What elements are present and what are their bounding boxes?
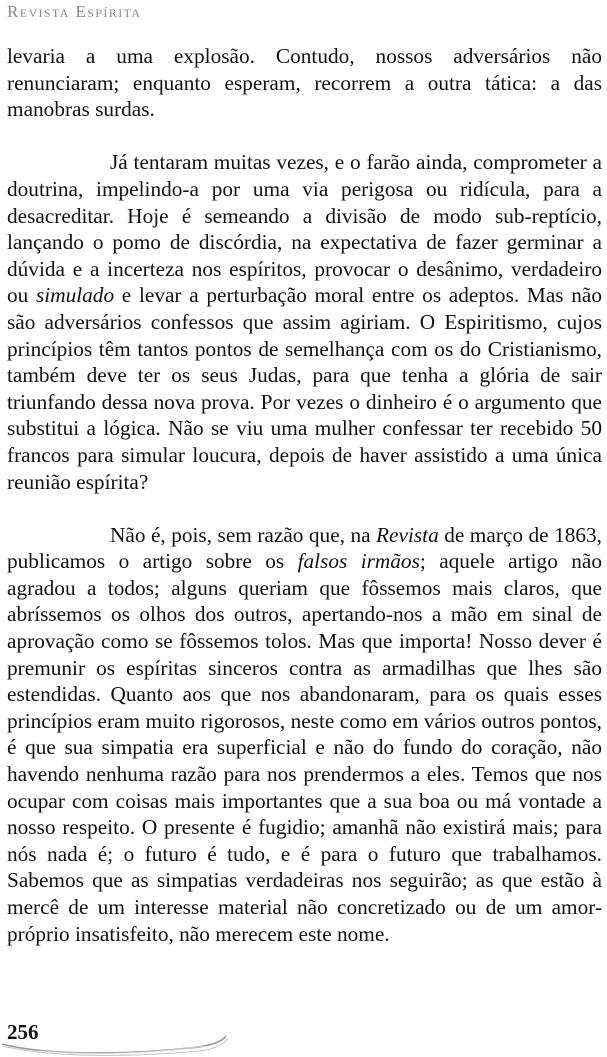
italic-title-falsos-irmaos: falsos irmãos — [297, 549, 420, 574]
text-segment: e levar a perturbação moral entre os adeptos. Mas não são adversários confessos que assim agiriam. O Espiritismo, cujos princípios têm tantos pontos de semelhança com os do Cristianismo, também deve ter os seus Judas, para que tenha a glória de sair triunfando dessa nova prova. Por vezes o dinheiro é o argumento que substitui a lógica. Não se viu uma mulher confessar ter recebido 50 francos para simular loucura, depois de haver assistido a uma única reunião espírita? — [7, 283, 602, 494]
text-segment: de março de 1863, publicamos o artigo sobre os — [7, 522, 602, 574]
page-number: 256 — [7, 1020, 39, 1044]
italic-term-simulado: simulado — [36, 283, 115, 308]
paragraph-3 — [7, 522, 602, 948]
body-text — [7, 43, 602, 947]
paragraph-1 — [7, 43, 602, 123]
decorative-swoosh-icon — [0, 1024, 230, 1057]
running-header: Revista Espírita — [7, 2, 142, 21]
text-segment: Não é, pois, sem razão que, na — [110, 522, 377, 547]
text-segment: ; aquele artigo não agradou a todos; alguns queriam que fôssemos mais claros, que abríssemos os olhos dos outros, apertando-nos a mão em sinal de aprovação como se fôssemos tolos. Mas que importa! Nosso dever é premunir os espíritas sinceros contra as armadilhas que lhes são estendidas. Quanto aos que nos abandonaram, para os quais esses princípios eram muito rigorosos, neste como em vários outros pontos, é que sua simpatia era superficial e não do fundo do coração, não havendo nenhuma razão para nos prendermos a eles. Temos que nos ocupar com coisas mais importantes que a sua boa ou má vontade a nosso respeito. O presente é fugidio; amanhã não existirá mais; para nós nada é; o futuro é tudo, e é para o futuro que trabalhamos. Sabemos que as simpatias verdadeiras nos seguirão; as que estão à mercê de um interesse material não concretizado ou de um amor-próprio insatisfeito, não merecem este nome. — [7, 549, 602, 946]
italic-title-revista: Revista — [376, 522, 439, 547]
text-segment: levaria a uma explosão. Contudo, nossos adversários não renunciaram; enquanto esperam, recorrem a outra tática: a das manobras surdas. — [7, 44, 602, 122]
text-segment: Já tentaram muitas vezes, e o farão ainda, comprometer a doutrina, impelindo-a por uma via perigosa ou ridícula, para a desacreditar. Hoje é semeando a divisão de modo sub-reptício, lançando o pomo de discórdia, na expectativa de fazer germinar a dúvida e a incerteza nos espíritos, provocar o desânimo, verdadeiro ou — [7, 150, 602, 308]
paragraph-2 — [7, 149, 602, 495]
